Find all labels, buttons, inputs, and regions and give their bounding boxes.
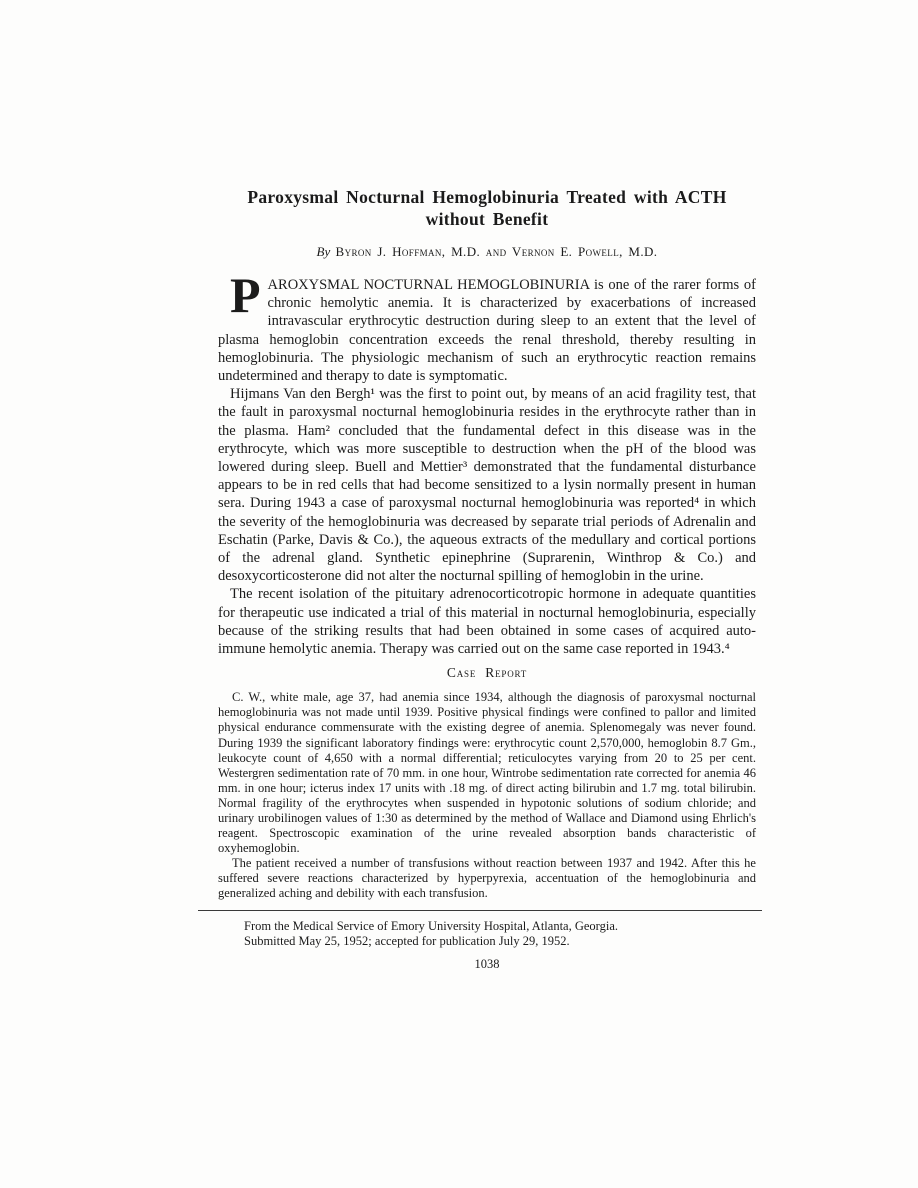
article-title-line1: Paroxysmal Nocturnal Hemoglobinuria Treated with ACTH: [247, 187, 727, 207]
byline-prefix: By: [316, 244, 331, 259]
case-report-paragraph-transfusions: The patient received a number of transfusions without reaction between 1937 and 1942. After this he suffered severe reactions characterized by hyperpyrexia, accentuation of the hemoglobinuria and generalized aching and debility with each transfusion.: [218, 856, 756, 901]
drop-cap: P: [230, 267, 261, 323]
article-content: [218, 186, 756, 972]
article-title: [218, 186, 756, 230]
byline-authors: Byron J. Hoffman, M.D. and Vernon E. Powell, M.D.: [335, 244, 658, 259]
byline: [218, 244, 756, 260]
section-heading-case-report: Case Report: [446, 665, 528, 681]
case-report-paragraph-findings: C. W., white male, age 37, had anemia since 1934, although the diagnosis of paroxysmal nocturnal hemoglobinuria was not made until 1939. Positive physical findings were confined to pallor and limited physical endurance commensurate with the existing degree of anemia. Splenomegaly was never found. During 1939 the significant laboratory findings were: erythrocytic count 2,570,000, hemoglobin 8.7 Gm., leukocyte count of 4,650 with a normal differential; reticulocytes varying from 20 to 25 per cent. Westergren sedimentation rate of 70 mm. in one hour, Wintrobe sedimentation rate corrected for anemia 46 mm. in one hour; icterus index 17 units with .18 mg. of direct acting bilirubin and 1.7 mg. total bilirubin. Normal fragility of the erythrocytes when suspended in hypotonic solutions of sodium chloride; and urinary urobilinogen values of 1:30 as determined by the method of Wallace and Diamond using Ehrlich's reagent. Spectroscopic examination of the urine revealed absorption bands characteristic of oxyhemoglobin.: [218, 690, 756, 856]
footnote: [218, 919, 756, 950]
paragraph-intro-text: AROXYSMAL NOCTURNAL HEMOGLOBINURIA is one of the rarer forms of chronic hemolytic anemia. It is characterized by exacerbations of increased intravascular erythrocytic destruction during sleep to an extent that the level of plasma hemoglobin concentration exceeds the renal threshold, thereby resulting in hemoglobinuria. The physiologic mechanism of such an erythrocytic reaction remains undetermined and therapy to date is symptomatic.: [218, 277, 756, 385]
footnote-submission: Submitted May 25, 1952; accepted for publication July 29, 1952.: [244, 934, 570, 949]
paragraph-history: Hijmans Van den Bergh¹ was the first to point out, by means of an acid fragility test, that the fault in paroxysmal nocturnal hemoglobinuria resides in the erythrocyte rather than in the plasma. Ham² concluded that the fundamental defect in this disease was in the erythrocyte, which was more susceptible to destruction when the pH of the blood was lowered during sleep. Buell and Mettier³ demonstrated that the fundamental disturbance appears to be in red cells that had become sensitized to a lysin normally present in human sera. During 1943 a case of paroxysmal nocturnal hemoglobinuria was reported⁴ in which the severity of the hemoglobinuria was decreased by separate trial periods of Adrenalin and Eschatin (Parke, Davis & Co.), the aqueous extracts of the medullary and cortical portions of the adrenal gland. Synthetic epinephrine (Suprarenin, Winthrop & Co.) and desoxycorticosterone did not alter the nocturnal spilling of hemoglobin in the urine.: [218, 386, 756, 585]
case-report-body: [218, 690, 756, 901]
article-title-line2: without Benefit: [425, 209, 549, 229]
page-number: 1038: [474, 956, 500, 971]
footnote-affiliation: From the Medical Service of Emory University Hospital, Atlanta, Georgia.: [244, 918, 618, 933]
article-body: [218, 267, 756, 658]
paragraph-rationale: The recent isolation of the pituitary adrenocorticotropic hormone in adequate quantities for therapeutic use indicated a trial of this material in nocturnal hemoglobinuria, especially because of the striking results that had been obtained in some cases of acquired auto-immune hemolytic anemia. Therapy was carried out on the same case reported in 1943.⁴: [218, 586, 756, 658]
paragraph-intro: [218, 267, 756, 385]
footnote-divider: [198, 910, 762, 911]
